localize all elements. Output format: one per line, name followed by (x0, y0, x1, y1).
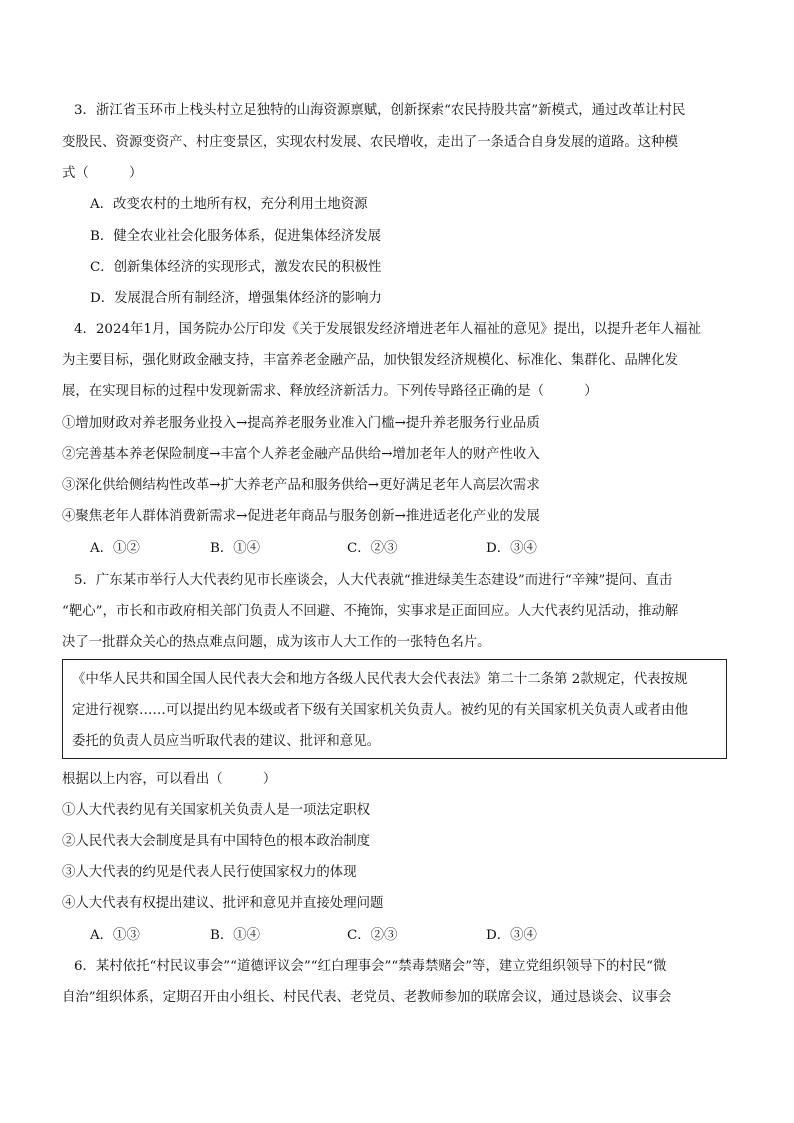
question-5-statement-3: ③人大代表的约见是代表人民行使国家权力的体现 (62, 865, 357, 880)
question-6-line-1: 6．某村依托“村民议事会”“道德评议会”“红白理事会”“禁毒禁赌会”等，建立党组织领导下的村民“微 (74, 959, 667, 974)
question-3-option-a: A．改变农村的土地所有权，充分利用土地资源 (90, 197, 368, 212)
question-5-choice-b: B．①④ (210, 928, 261, 943)
question-3-line-2: 变股民、资源变资产、村庄变景区，实现农村发展、农民增收，走出了一条适合自身发展的道路。这种模 (62, 135, 678, 150)
question-3-option-b: B．健全农业社会化服务体系，促进集体经济发展 (90, 229, 382, 244)
quoted-law-line-2: 定进行视察……可以提出约见本级或者下级有关国家机关负责人。被约见的有关国家机关负责人或者由他 (72, 703, 688, 718)
question-4-line-2: 为主要目标，强化财政金融支持，丰富养老金融产品，加快银发经济规模化、标准化、集群化、品牌化发 (62, 353, 678, 368)
question-4-line-1: 4．2024年1月，国务院办公厅印发《关于发展银发经济增进老年人福祉的意见》提出，以提升老年人福祉 (74, 322, 701, 337)
question-4-statement-3: ③深化供给侧结构性改革→扩大养老产品和服务供给→更好满足老年人高层次需求 (62, 478, 540, 493)
question-4-line-3: 展，在实现目标的过程中发现新需求、释放经济新活力。下列传导路径正确的是（ ） (62, 384, 598, 399)
question-5-statement-1: ①人大代表约见有关国家机关负责人是一项法定职权 (62, 803, 370, 818)
quoted-law-line-3: 委托的负责人员应当听取代表的建议、批评和意见。 (72, 734, 380, 749)
question-5-prompt: 根据以上内容，可以看出（ ） (62, 772, 277, 787)
question-5-choice-c: C．②③ (347, 928, 398, 943)
question-5-statement-4: ④人大代表有权提出建议、批评和意见并直接处理问题 (62, 896, 384, 911)
question-3-option-d: D．发展混合所有制经济，增强集体经济的影响力 (90, 291, 382, 306)
question-4-choice-a: A．①② (90, 541, 140, 556)
question-4-choice-b: B．①④ (210, 541, 261, 556)
question-4-choice-c: C．②③ (347, 541, 398, 556)
question-5-line-1: 5．广东某市举行人大代表约见市长座谈会，人大代表就“推进绿美生态建设”而进行“辛辣”提问、直击 (74, 573, 673, 588)
question-4-statement-2: ②完善基本养老保险制度→丰富个人养老金融产品供给→增加老年人的财产性收入 (62, 447, 540, 462)
question-3-option-c: C．创新集体经济的实现形式，激发农民的积极性 (90, 260, 382, 275)
question-5-statement-2: ②人民代表大会制度是具有中国特色的根本政治制度 (62, 834, 370, 849)
quoted-law-line-1: 《中华人民共和国全国人民代表大会和地方各级人民代表大会代表法》第二十二条第 2款规定，代表按规 (72, 672, 688, 687)
question-5-line-2: “靶心”，市长和市政府相关部门负责人不回避、不掩饰，实事求是正面回应。人大代表约见活动，推动解 (62, 604, 679, 619)
question-5-choice-a: A．①③ (90, 928, 140, 943)
question-4-choice-d: D．③④ (486, 541, 537, 556)
question-3-line-3: 式（ ） (62, 166, 143, 181)
question-6-line-2: 自治”组织体系，定期召开由小组长、村民代表、老党员、老教师参加的联席会议，通过恳谈会、议事会 (62, 990, 672, 1005)
question-3-line-1: 3．浙江省玉环市上栈头村立足独特的山海资源禀赋，创新探索“农民持股共富”新模式，通过改革让村民 (74, 103, 686, 118)
question-4-statement-4: ④聚焦老年人群体消费新需求→促进老年商品与服务创新→推进适老化产业的发展 (62, 509, 540, 524)
question-4-statement-1: ①增加财政对养老服务业投入→提高养老服务业准入门槛→提升养老服务行业品质 (62, 416, 540, 431)
question-5-choice-d: D．③④ (486, 928, 537, 943)
question-5-line-3: 决了一批群众关心的热点难点问题，成为该市人大工作的一张特色名片。 (62, 635, 491, 650)
